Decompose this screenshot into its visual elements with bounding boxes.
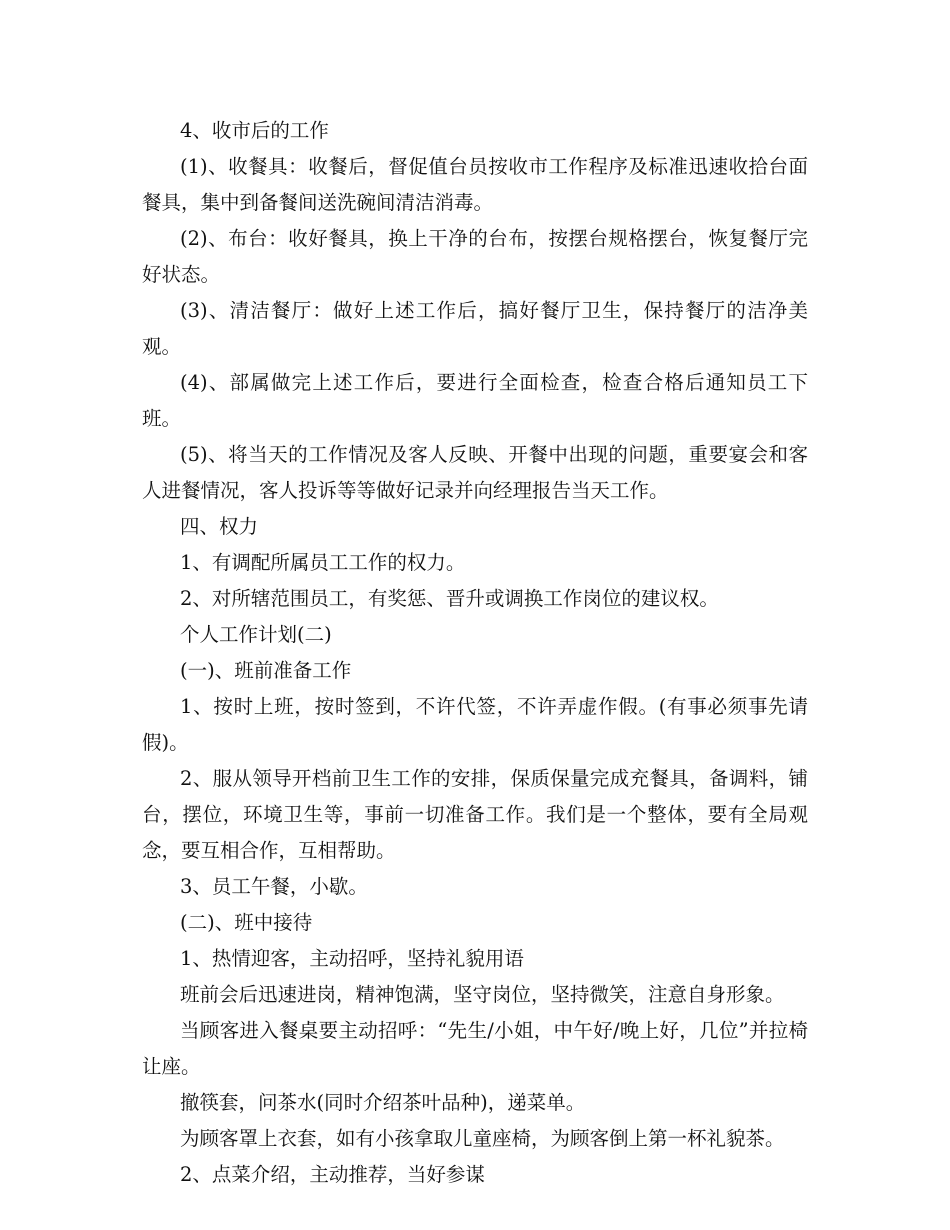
section-heading-pre-shift: (一)、班前准备工作 bbox=[180, 659, 352, 682]
paragraph-clean-restaurant: (3)、清洁餐厅：做好上述工作后，搞好餐厅卫生，保持餐厅的洁净美观。 bbox=[142, 299, 808, 358]
section-heading-after-service: 4、收市后的工作 bbox=[180, 119, 329, 142]
paragraph-greeting: 1、热情迎客，主动招呼，坚持礼貌用语 bbox=[180, 947, 524, 970]
paragraph-collect-tableware: (1)、收餐具：收餐后，督促值台员按收市工作程序及标准迅速收拾台面餐具，集中到备餐间送洗碗间清洁消毒。 bbox=[142, 155, 808, 214]
paragraph-inspection: (4)、部属做完上述工作后，要进行全面检查，检查合格后通知员工下班。 bbox=[142, 371, 808, 430]
paragraph-post-meeting: 班前会后迅速进岗，精神饱满，坚守岗位，坚持微笑，注意自身形象。 bbox=[180, 983, 785, 1006]
paragraph-staff-lunch: 3、员工午餐，小歇。 bbox=[180, 875, 368, 898]
section-heading-in-shift: (二)、班中接待 bbox=[180, 911, 313, 934]
paragraph-authority-2: 2、对所辖范围员工，有奖惩、晋升或调换工作岗位的建议权。 bbox=[180, 587, 719, 610]
paragraph-seating: 当顾客进入餐桌要主动招呼：“先生/小姐，中午好/晚上好，几位”并拉椅让座。 bbox=[142, 1019, 808, 1078]
section-heading-authority: 四、权力 bbox=[180, 515, 259, 538]
paragraph-covers: 为顾客罩上衣套，如有小孩拿取儿童座椅，为顾客倒上第一杯礼貌茶。 bbox=[180, 1127, 785, 1150]
document-body bbox=[142, 113, 808, 1193]
paragraph-ordering: 2、点菜介绍，主动推荐，当好参谋 bbox=[180, 1163, 485, 1186]
paragraph-preparation: 2、服从领导开档前卫生工作的安排，保质保量完成充餐具，备调料，铺台，摆位，环境卫生等，事前一切准备工作。我们是一个整体，要有全局观念，要互相合作，互相帮助。 bbox=[142, 767, 808, 862]
paragraph-on-time: 1、按时上班，按时签到，不许代签，不许弄虚作假。(有事必须事先请假)。 bbox=[142, 695, 808, 754]
paragraph-set-table: (2)、布台：收好餐具，换上干净的台布，按摆台规格摆台，恢复餐厅完好状态。 bbox=[142, 227, 808, 286]
paragraph-daily-report: (5)、将当天的工作情况及客人反映、开餐中出现的问题，重要宴会和客人进餐情况，客人投诉等等做好记录并向经理报告当天工作。 bbox=[142, 443, 808, 502]
paragraph-tea-menu: 撤筷套，问茶水(同时介绍茶叶品种)，递菜单。 bbox=[180, 1091, 586, 1114]
paragraph-authority-1: 1、有调配所属员工工作的权力。 bbox=[180, 551, 466, 574]
document-subtitle: 个人工作计划(二) bbox=[180, 623, 332, 646]
